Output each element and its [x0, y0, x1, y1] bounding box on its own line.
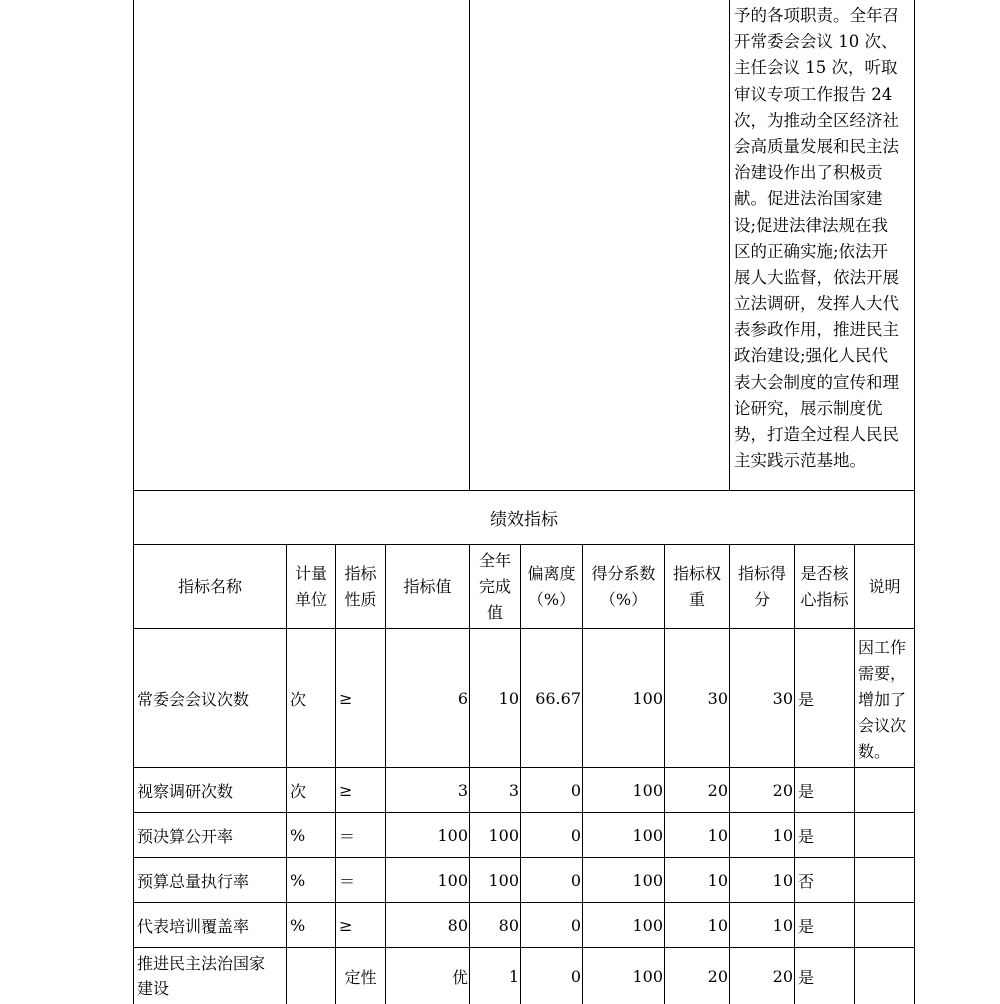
divider: [133, 0, 134, 490]
description-line: 区的正确实施;依法开: [734, 241, 889, 261]
cell-deviation: 0: [570, 780, 581, 800]
header-text: 说明: [868, 576, 901, 596]
description-line: 展人大监督，依法开展: [734, 267, 899, 287]
divider: [729, 0, 730, 490]
header-text: 得分系数: [591, 563, 656, 583]
header-text: 单位: [294, 589, 327, 609]
header-coef: [583, 545, 664, 628]
header-text: 指标: [344, 563, 377, 583]
divider: [914, 544, 915, 1004]
cell-name: 代表培训覆盖率: [137, 916, 250, 936]
cell-value: 100: [437, 825, 468, 845]
note-line: 需要，: [858, 664, 907, 683]
header-text: 值: [486, 602, 503, 622]
cell-name: [134, 948, 286, 1004]
cell-core: 否: [798, 871, 815, 891]
header-text: 完成: [478, 576, 511, 596]
header-deviation: [521, 545, 582, 628]
cell-weight: 10: [707, 825, 728, 845]
cell-nature: ≥: [339, 915, 353, 935]
cell-unit: %: [290, 870, 306, 890]
cell-name: 常委会会议次数: [137, 689, 250, 709]
cell-value: 3: [457, 780, 468, 800]
cell-nature: ≥: [339, 780, 353, 800]
divider: [914, 490, 915, 544]
cell-unit: %: [290, 915, 306, 935]
cell-weight: 10: [707, 870, 728, 890]
description-line: 次，为推动全区经济社: [734, 110, 899, 130]
header-text: 计量: [294, 563, 327, 583]
header-text: 指标名称: [177, 576, 242, 596]
cell-note: [855, 629, 914, 767]
cell-deviation: 66.67: [535, 688, 581, 708]
description-line: 表大会制度的宣传和理: [734, 372, 899, 392]
cell-coef: 100: [632, 825, 663, 845]
cell-coef: 100: [632, 780, 663, 800]
cell-coef: 100: [632, 915, 663, 935]
divider: [469, 0, 470, 490]
cell-nature: 定性: [344, 967, 377, 987]
header-text: 性质: [344, 589, 377, 609]
cell-nature: ＝: [339, 871, 356, 891]
cell-note: [855, 858, 914, 902]
cell-weight: 30: [707, 688, 728, 708]
cell-score: 10: [772, 915, 793, 935]
cell-actual: 80: [498, 915, 519, 935]
header-text: 指标值: [403, 576, 452, 596]
cell-deviation: 0: [570, 870, 581, 890]
header-value: [386, 545, 469, 628]
cell-core: 是: [798, 967, 815, 987]
name-line: 推进民主法治国家: [137, 954, 266, 973]
cell-core: 是: [798, 916, 815, 936]
cell-note: [855, 768, 914, 812]
header-unit: [287, 545, 335, 628]
description-line: 开常委会会议 10 次、: [734, 32, 898, 52]
description-line: 设;促进法律法规在我: [734, 215, 889, 235]
cell-weight: 20: [707, 780, 728, 800]
description-line: 献。促进法治国家建: [734, 189, 883, 209]
header-text: 偏离度: [527, 563, 576, 583]
cell-name: 视察调研次数: [137, 781, 234, 801]
header-text: 全年: [478, 550, 511, 570]
cell-weight: 20: [707, 966, 728, 986]
cell-note: [855, 813, 914, 857]
description-line: 审议专项工作报告 24: [734, 84, 893, 104]
header-score: [730, 545, 794, 628]
description-line: 治建设作出了积极贡: [734, 163, 883, 183]
work-description: [734, 3, 914, 474]
cell-name: 预决算公开率: [137, 826, 234, 846]
note-line: 会议次: [858, 716, 907, 735]
cell-nature: ≥: [339, 688, 353, 708]
cell-actual: 100: [488, 825, 519, 845]
cell-unit: 次: [290, 689, 307, 709]
header-text: 分: [753, 589, 770, 609]
header-text: （%）: [527, 589, 576, 609]
cell-value: 优: [451, 967, 468, 987]
description-line: 势，打造全过程人民民: [734, 425, 899, 444]
cell-value: 6: [457, 688, 468, 708]
header-core: [795, 545, 854, 628]
cell-deviation: 0: [570, 966, 581, 986]
name-line: 建设: [137, 979, 170, 998]
description-line: 立法调研，发挥人大代: [734, 294, 899, 314]
cell-note: [855, 948, 914, 1004]
cell-value: 100: [437, 870, 468, 890]
section-title: 绩效指标: [490, 509, 558, 530]
cell-actual: 3: [508, 780, 519, 800]
note-line: 因工作: [858, 638, 907, 657]
cell-weight: 10: [707, 915, 728, 935]
cell-actual: 1: [508, 966, 519, 986]
cell-unit: [287, 948, 335, 1004]
header-name: [134, 545, 286, 628]
cell-actual: 10: [498, 688, 519, 708]
cell-coef: 100: [632, 870, 663, 890]
cell-note: [855, 903, 914, 947]
cell-score: 20: [772, 966, 793, 986]
description-line: 表参政作用，推进民主: [734, 320, 899, 340]
cell-coef: 100: [632, 966, 663, 986]
header-text: 心指标: [800, 589, 849, 609]
header-actual: [470, 545, 520, 628]
cell-nature: ＝: [339, 826, 356, 846]
cell-actual: 100: [488, 870, 519, 890]
description-line: 主实践示范基地。: [734, 451, 866, 471]
header-note: [855, 545, 914, 628]
header-text: 是否核: [800, 563, 849, 583]
cell-core: 是: [798, 826, 815, 846]
cell-score: 30: [772, 688, 793, 708]
header-nature: [336, 545, 385, 628]
note-line: 增加了: [858, 690, 907, 709]
cell-name: 预算总量执行率: [137, 871, 250, 891]
header-text: 指标得: [737, 563, 786, 583]
note-line: 数。: [858, 742, 891, 761]
header-text: 指标权: [672, 563, 721, 583]
description-line: 会高质量发展和民主法: [734, 136, 899, 156]
cell-coef: 100: [632, 688, 663, 708]
cell-deviation: 0: [570, 825, 581, 845]
description-line: 主任会议 15 次，听取: [734, 58, 898, 78]
cell-score: 20: [772, 780, 793, 800]
header-weight: [665, 545, 729, 628]
description-line: 政治建设;强化人民代: [734, 346, 889, 366]
description-line: 论研究，展示制度优: [734, 398, 883, 418]
cell-deviation: 0: [570, 915, 581, 935]
cell-core: 是: [798, 781, 815, 801]
cell-core: 是: [798, 689, 815, 709]
divider: [914, 0, 915, 490]
description-line: 予的各项职责。全年召: [734, 6, 899, 25]
cell-unit: 次: [290, 781, 307, 801]
cell-score: 10: [772, 825, 793, 845]
header-text: 重: [688, 589, 705, 609]
cell-score: 10: [772, 870, 793, 890]
cell-value: 80: [447, 915, 468, 935]
cell-unit: %: [290, 825, 306, 845]
header-text: （%）: [599, 589, 648, 609]
